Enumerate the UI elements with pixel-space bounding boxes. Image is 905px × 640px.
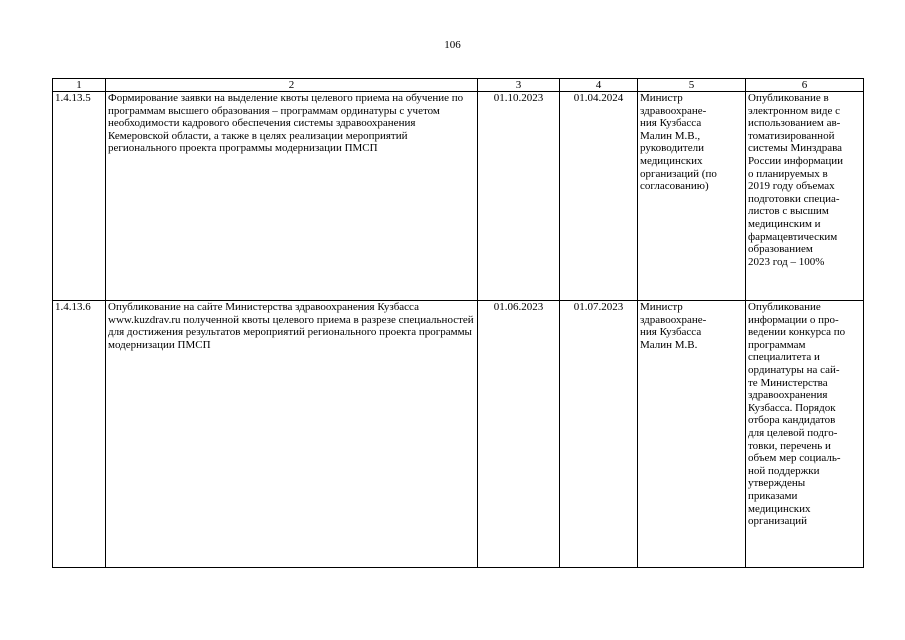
activity-description: Формирование заявки на выделение квоты целевого приема на обучение по программам высшего образования – программам ординатуры с учетом необходимости кадрового обеспечения системы здравоохранения Кемеровской области, а также в целях реализации мероприятий регионального проекта программы модернизации ПМСП (106, 92, 478, 301)
column-header: 4 (560, 79, 638, 92)
table-row (53, 92, 864, 301)
end-date: 01.07.2023 (560, 301, 638, 568)
column-header: 2 (106, 79, 478, 92)
table-header-row (53, 79, 864, 92)
responsible-executor: Министр здравоохране- ния Кузбасса Малин М.В., руководители медицинских организаций (по согласованию) (638, 92, 746, 301)
activity-description: Опубликование на сайте Министерства здравоохранения Кузбасса www.kuzdrav.ru полученной квоты целевого приема в разрезе специальностей для достижения результатов мероприятий регионального проекта программы модернизации ПМСП (106, 301, 478, 568)
start-date: 01.06.2023 (478, 301, 560, 568)
column-header: 1 (53, 79, 106, 92)
row-number: 1.4.13.5 (53, 92, 106, 301)
row-number: 1.4.13.6 (53, 301, 106, 568)
document-table (52, 78, 864, 568)
column-header: 5 (638, 79, 746, 92)
result-indicator: Опубликование информации о про- ведении конкурса по программам специалитета и ординатуры на сай- те Министерства здравоохранения Кузбасса. Порядок отбора кандидатов для целевой подго- товки, перечень и объем мер социаль- ной поддержки утверждены приказами медицинских организаций (746, 301, 864, 568)
column-header: 3 (478, 79, 560, 92)
column-header: 6 (746, 79, 864, 92)
start-date: 01.10.2023 (478, 92, 560, 301)
result-indicator: Опубликование в электронном виде с использованием ав- томатизированной системы Минздрава России информации о планируемых в 2019 году объемах подготовки специа- листов с высшим медицинским и фармацевтическим образованием 2023 год – 100% (746, 92, 864, 301)
page-number: 106 (444, 39, 461, 51)
responsible-executor: Министр здравоохране- ния Кузбасса Малин М.В. (638, 301, 746, 568)
end-date: 01.04.2024 (560, 92, 638, 301)
table-row (53, 301, 864, 568)
